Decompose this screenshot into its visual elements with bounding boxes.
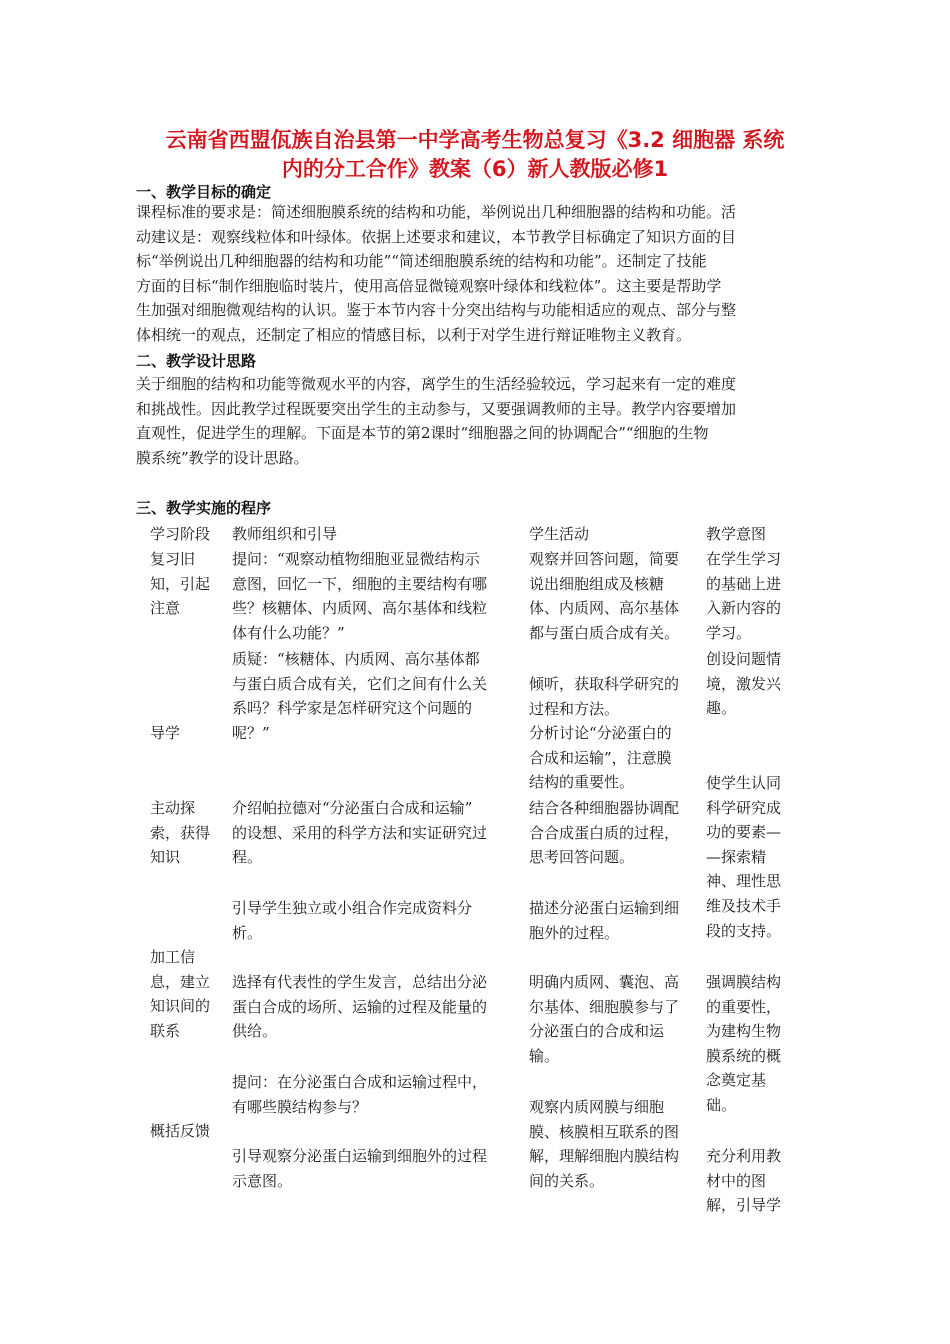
cell-line: 索，获得 — [150, 823, 211, 842]
cell-line: 知识 — [150, 848, 181, 867]
paragraph-line: 和挑战性。因此教学过程既要突出学生的主动参与，又要强调教师的主导。教学内容要增加 — [136, 399, 737, 418]
student-listen — [529, 672, 699, 721]
cell-line: 体、内质网、高尔基体 — [529, 599, 680, 618]
cell-line: 注意 — [150, 599, 181, 618]
cell-line: 主动探 — [150, 799, 196, 817]
cell-line: 功的要素— — [706, 823, 782, 842]
cell-line: 合合成蛋白质的过程， — [529, 823, 680, 842]
cell-line: 明确内质网、囊泡、高 — [529, 973, 680, 991]
cell-line: 说出细胞组成及核糖 — [529, 574, 665, 593]
cell-line: 念奠定基 — [706, 1071, 767, 1090]
cell-line: 加工信 — [150, 948, 196, 966]
cell-line: 引导观察分泌蛋白运输到细胞外的过程 — [232, 1147, 488, 1165]
stage-explore — [150, 796, 222, 870]
column-header-intent: 教学意图 — [706, 525, 767, 543]
teacher-guide-observe — [232, 1144, 522, 1193]
cell-line: 趣。 — [706, 699, 737, 718]
cell-line: 联系 — [150, 1021, 181, 1040]
paragraph-line: 直观性，促进学生的理解。下面是本节的第2课时“细胞器之间的协调配合”“细胞的生物 — [136, 424, 709, 442]
cell-line: 与蛋白质合成有关，它们之间有什么关 — [232, 674, 488, 693]
cell-line: 析。 — [232, 923, 263, 942]
cell-line: 倾听，获取科学研究的 — [529, 675, 680, 693]
paragraph-line: 关于细胞的结构和功能等微观水平的内容，离学生的生活经验较远，学习起来有一定的难度 — [136, 375, 737, 393]
cell-line: 些？核糖体、内质网、高尔基体和线粒 — [232, 599, 488, 618]
teacher-introduce — [232, 796, 522, 870]
cell-line: 充分利用教 — [706, 1147, 782, 1165]
cell-line: 分析讨论“分泌蛋白的 — [529, 724, 672, 742]
cell-line: 的基础上进 — [706, 574, 782, 593]
cell-line: 间的关系。 — [529, 1171, 605, 1190]
intent-emphasize — [706, 970, 796, 1118]
cell-line: 维及技术手 — [706, 896, 782, 915]
cell-line: 意图，回忆一下，细胞的主要结构有哪 — [232, 574, 488, 593]
cell-line: 合成和运输”，注意膜 — [529, 748, 672, 767]
cell-line: 过程和方法。 — [529, 699, 620, 718]
paragraph-line: 课程标准的要求是：简述细胞膜系统的结构和功能，举例说出几种细胞器的结构和功能。活 — [136, 203, 737, 221]
student-clarify — [529, 970, 699, 1068]
cell-line: 有哪些膜结构参与？ — [232, 1097, 368, 1116]
paragraph-line: 标“举例说出几种细胞器的结构和功能”“简述细胞膜系统的结构和功能”。还制定了技能 — [136, 252, 707, 270]
cell-line: 创设问题情 — [706, 650, 782, 668]
column-header-student: 学生活动 — [529, 525, 590, 543]
title-line: 云南省西盟佤族自治县第一中学高考生物总复习《3.2 细胞器 系统 — [165, 128, 785, 152]
cell-line: 结合各种细胞器协调配 — [529, 799, 680, 817]
cell-line: 段的支持。 — [706, 921, 782, 940]
cell-line: 都与蛋白质合成有关。 — [529, 623, 680, 642]
student-observe-link — [529, 1095, 699, 1193]
paragraph-line: 方面的目标“制作细胞临时装片，使用高倍显微镜观察叶绿体和线粒体”。这主要是帮助学 — [136, 276, 722, 295]
student-describe — [529, 896, 699, 945]
cell-line: 为建构生物 — [706, 1022, 782, 1041]
cell-line: 学习。 — [706, 623, 752, 642]
cell-line: 示意图。 — [232, 1171, 293, 1190]
cell-line: 胞外的过程。 — [529, 923, 620, 942]
cell-line: 础。 — [706, 1095, 737, 1114]
column-header-teacher: 教师组织和引导 — [232, 525, 338, 543]
section-heading-design: 二、教学设计思路 — [136, 352, 257, 370]
cell-line: 在学生学习 — [706, 550, 782, 568]
cell-line: 使学生认同 — [706, 774, 782, 792]
cell-line: 系吗？科学家是怎样研究这个问题的 — [232, 699, 473, 718]
cell-line: 知，引起 — [150, 574, 211, 593]
intent-utilize — [706, 1144, 796, 1218]
design-paragraph — [136, 372, 812, 470]
cell-line: 描述分泌蛋白运输到细 — [529, 899, 680, 917]
student-observe-answer — [529, 547, 699, 645]
stage-process — [150, 945, 222, 1043]
cell-line: 体有什么功能？” — [232, 623, 345, 642]
student-combine — [529, 796, 699, 870]
teacher-guide-analysis — [232, 896, 522, 945]
stage-summary — [150, 1119, 222, 1144]
cell-line: 选择有代表性的学生发言，总结出分泌 — [232, 973, 488, 991]
cell-line: 蛋白合成的场所、运输的过程及能量的 — [232, 997, 488, 1016]
paragraph-line: 生加强对细胞微观结构的认识。鉴于本节内容十分突出结构与功能相适应的观点、部分与整 — [136, 301, 737, 319]
cell-line: 呢？” — [232, 723, 270, 742]
cell-line: 入新内容的 — [706, 599, 782, 618]
cell-line: 神、理性思 — [706, 872, 782, 891]
cell-line: 膜系统的概 — [706, 1046, 782, 1065]
cell-line: 概括反馈 — [150, 1122, 211, 1140]
cell-line: 供给。 — [232, 1022, 278, 1041]
cell-line: 提问：“观察动植物细胞亚显微结构示 — [232, 550, 480, 568]
cell-line: 程。 — [232, 848, 263, 867]
paragraph-line: 动建议是：观察线粒体和叶绿体。依据上述要求和建议，本节教学目标确定了知识方面的目 — [136, 227, 737, 246]
cell-line: 输。 — [529, 1046, 560, 1065]
section-heading-objectives: 一、教学目标的确定 — [136, 183, 272, 201]
teacher-ask2 — [232, 1070, 522, 1119]
cell-line: 引导学生独立或小组合作完成资料分 — [232, 899, 473, 917]
cell-line: 境，激发兴 — [706, 674, 782, 693]
stage-guide — [150, 721, 222, 746]
cell-line: 解，引导学 — [706, 1196, 782, 1215]
cell-line: —探索精 — [706, 847, 767, 866]
teacher-select — [232, 970, 522, 1044]
cell-line: 观察并回答问题，简要 — [529, 550, 680, 568]
stage-review — [150, 547, 222, 621]
cell-line: 介绍帕拉德对“分泌蛋白合成和运输” — [232, 799, 473, 817]
cell-line: 的重要性， — [706, 997, 782, 1016]
section-heading-procedure: 三、教学实施的程序 — [136, 499, 272, 517]
cell-line: 尔基体、细胞膜参与了 — [529, 997, 680, 1016]
cell-line: 提问：在分泌蛋白合成和运输过程中， — [232, 1073, 488, 1091]
cell-line: 息，建立 — [150, 972, 211, 991]
cell-line: 观察内质网膜与细胞 — [529, 1098, 665, 1116]
objectives-paragraph — [136, 200, 812, 347]
cell-line: 强调膜结构 — [706, 973, 782, 991]
cell-line: 解，理解细胞内膜结构 — [529, 1147, 680, 1166]
cell-line: 科学研究成 — [706, 798, 782, 817]
paragraph-line: 体相统一的观点，还制定了相应的情感目标，以利于对学生进行辩证唯物主义教育。 — [136, 325, 692, 344]
teacher-question — [232, 647, 522, 745]
cell-line: 分泌蛋白的合成和运 — [529, 1022, 665, 1041]
cell-line: 结构的重要性。 — [529, 773, 635, 792]
cell-line: 材中的图 — [706, 1171, 767, 1190]
document-title — [118, 126, 832, 184]
cell-line: 的设想、采用的科学方法和实证研究过 — [232, 823, 488, 842]
cell-line: 知识间的 — [150, 997, 211, 1016]
intent-recognize — [706, 771, 796, 943]
column-header-stage: 学习阶段 — [150, 525, 211, 543]
cell-line: 膜、核膜相互联系的图 — [529, 1122, 680, 1141]
intent-situation — [706, 647, 796, 721]
cell-line: 思考回答问题。 — [529, 848, 635, 867]
cell-line: 复习旧 — [150, 550, 196, 568]
teacher-ask1 — [232, 547, 522, 645]
cell-line: 质疑：“核糖体、内质网、高尔基体都 — [232, 650, 480, 668]
student-discuss — [529, 721, 699, 795]
paragraph-line: 膜系统”教学的设计思路。 — [136, 448, 309, 467]
cell-line: 导学 — [150, 724, 181, 742]
title-line: 内的分工合作》教案（6）新人教版必修1 — [281, 157, 669, 181]
intent-new-content — [706, 547, 796, 645]
